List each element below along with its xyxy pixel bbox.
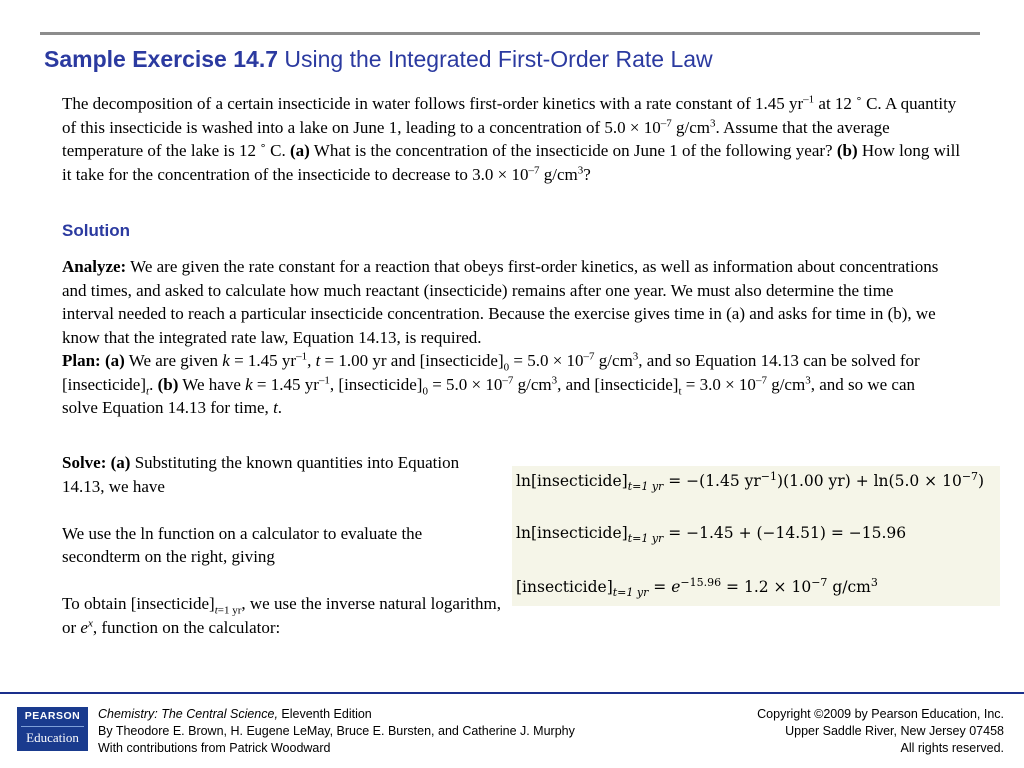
problem-exp: –7: [528, 163, 540, 176]
equation-3: [516, 575, 878, 600]
pearson-logo: [17, 707, 88, 751]
plan-text: , [insecticide]: [329, 374, 423, 394]
equation-box: [512, 466, 1000, 606]
plan-label: Plan:: [62, 351, 101, 370]
plan-text: = 3.0 × 10: [681, 374, 756, 394]
part-b-label: (b): [836, 141, 858, 160]
eq-sub: t=1 yr: [627, 480, 664, 494]
eq-term: = −1.45 + (−14.51) = −15.96: [663, 524, 907, 542]
problem-text-6: How long will it take for the concentration of the insecticide to decrease to 3.0 × 10: [62, 141, 961, 184]
plan-text: .: [149, 374, 158, 394]
plan-sub: t: [146, 384, 150, 397]
eq-term: ln[insecticide]: [516, 524, 628, 542]
problem-exp: 3: [577, 163, 584, 176]
problem-exp: –7: [660, 116, 672, 129]
problem-text-4: . Assume that the average temperature of the lake is 12 ˚ C.: [62, 117, 890, 160]
logo-text-top: PEARSON: [24, 710, 81, 722]
solve-text-3b: , we use the inverse natural logarithm, or: [62, 594, 502, 637]
plan-exp: –7: [583, 350, 595, 363]
analyze-label: Analyze:: [62, 257, 127, 276]
plan-exp: –7: [755, 373, 767, 386]
analyze-plan-block: [62, 255, 942, 420]
plan-sub: t: [678, 384, 682, 397]
plan-text: ,: [307, 351, 316, 370]
title-exercise-number: Sample Exercise 14.7: [44, 46, 278, 72]
solve-text-3c: , function on the calculator:: [92, 617, 281, 637]
title-topic: Using the Integrated First-Order Rate Law: [278, 46, 713, 72]
solution-heading: Solution: [62, 221, 130, 240]
eq-term: ln[insecticide]: [516, 472, 628, 490]
plan-text: We have: [178, 374, 246, 394]
plan-exp: 3: [632, 350, 639, 363]
footer-rights: All rights reserved.: [900, 741, 1004, 755]
plan-text: = 5.0 × 10: [509, 351, 584, 370]
eq-term: g/cm: [827, 578, 871, 596]
problem-text-7: g/cm: [539, 164, 578, 184]
footer-authors: By Theodore E. Brown, H. Eugene LeMay, Bruce E. Bursten, and Catherine J. Murphy: [98, 724, 575, 738]
plan-text: , and so we can solve Equation 14.13 for time,: [62, 374, 916, 417]
problem-statement: [62, 92, 962, 186]
eq-exp: −7: [961, 469, 979, 483]
solve-text-1: Substituting the known quantities into Equation 14.13, we have: [62, 453, 460, 496]
footer-book-title: Chemistry: The Central Science,: [98, 707, 278, 721]
plan-text: , and so Equation 14.13 can be solved for [insecticide]: [62, 351, 920, 394]
footer-divider: [0, 692, 1024, 694]
plan-text: , and [insecticide]: [557, 374, 679, 394]
problem-text-2: at 12 ˚ C. A quantity of this insecticide is washed into a lake on June 1, leading to a concentration of 5.0 × 10: [62, 94, 957, 137]
plan-var-k: k: [245, 374, 253, 394]
footer-book-info: [98, 706, 575, 757]
plan-exp: –1: [296, 350, 308, 363]
solve-var-e: e: [80, 617, 88, 637]
problem-exp: 3: [710, 116, 716, 129]
footer-address: Upper Saddle River, New Jersey 07458: [785, 724, 1004, 738]
eq-term: [insecticide]: [516, 578, 613, 596]
problem-exp: –1: [803, 93, 815, 106]
plan-text: g/cm: [513, 374, 552, 394]
problem-text-5: What is the concentration of the insecticide on June 1 of the following year?: [309, 141, 837, 160]
eq-term: )(1.00 yr) + ln(5.0 × 10: [777, 472, 962, 490]
equation-2: [516, 524, 907, 546]
footer-edition: Eleventh Edition: [277, 707, 372, 721]
plan-text: = 1.00 yr and [insecticide]: [320, 351, 504, 370]
logo-text-bottom: Education: [26, 730, 79, 745]
eq-exp: −15.96: [680, 575, 722, 589]
eq-sub: t=1 yr: [627, 532, 664, 546]
solve-block: [62, 451, 502, 639]
plan-text: = 5.0 × 10: [427, 374, 503, 394]
part-a-label: (a): [290, 141, 310, 160]
plan-part-a-label: (a): [104, 351, 125, 370]
problem-text-1: The decomposition of a certain insecticide in water follows first-order kinetics with a rate constant of 1.45 yr: [62, 94, 804, 113]
plan-text: = 1.45 yr: [252, 374, 319, 394]
eq-term: ): [978, 472, 985, 490]
footer-copyright: [757, 706, 1004, 757]
plan-text: g/cm: [766, 374, 806, 394]
eq-sub: t=1 yr: [612, 586, 649, 600]
solve-sub: t: [214, 604, 218, 617]
plan-sub: 0: [422, 384, 428, 397]
solve-sub: =1 yr: [217, 604, 242, 617]
plan-sub: 0: [503, 361, 510, 374]
solve-text-2: We use the ln function on a calculator to evaluate the secondterm on the right, giving: [62, 523, 423, 566]
solve-exp-x: x: [87, 616, 93, 629]
eq-exp: 3: [870, 575, 878, 589]
plan-text: g/cm: [594, 351, 633, 370]
solve-text-3: To obtain [insecticide]: [62, 594, 215, 613]
plan-exp: 3: [551, 373, 558, 386]
problem-text-8: ?: [583, 164, 591, 184]
plan-var-t: t: [315, 351, 321, 370]
plan-text: .: [277, 398, 283, 417]
footer-copyright-line: Copyright ©2009 by Pearson Education, Inc.: [757, 707, 1004, 721]
plan-exp: –7: [502, 373, 514, 386]
eq-term: = 1.2 × 10: [721, 578, 812, 596]
eq-term: = −(1.45 yr: [663, 472, 761, 490]
eq-exp: −7: [811, 575, 828, 589]
plan-text: We are given: [124, 351, 223, 370]
plan-var-t: t: [273, 398, 278, 417]
plan-var-k: k: [222, 351, 230, 370]
solve-part-a-label: (a): [110, 453, 131, 472]
logo-separator: [21, 726, 84, 727]
problem-text-3: g/cm: [671, 117, 711, 137]
plan-part-b-label: (b): [157, 374, 179, 394]
eq-exp: −1: [760, 469, 778, 483]
eq-var-e: e: [671, 578, 681, 596]
solve-label: Solve:: [62, 453, 107, 472]
plan-exp: –1: [318, 373, 330, 386]
footer-title-line: [98, 706, 575, 723]
eq-term: =: [648, 578, 672, 596]
analyze-text: We are given the rate constant for a reaction that obeys first-order kinetics, as well as information about concentrations and times, and asked to calculate how much reactant (insecticide) remains after one year. We must also determine the time interval needed to reach a particular insecticide concentration. Because the exercise gives time in (a) and asks for time in (b), we know that the integrated rate law, Equation 14.13, is required.: [62, 257, 939, 347]
equation-1: [516, 469, 985, 494]
footer-contributions: With contributions from Patrick Woodward: [98, 741, 331, 755]
plan-text: = 1.45 yr: [229, 351, 297, 370]
top-divider: [40, 32, 980, 35]
plan-exp: 3: [805, 373, 811, 386]
slide-title: [44, 46, 713, 73]
